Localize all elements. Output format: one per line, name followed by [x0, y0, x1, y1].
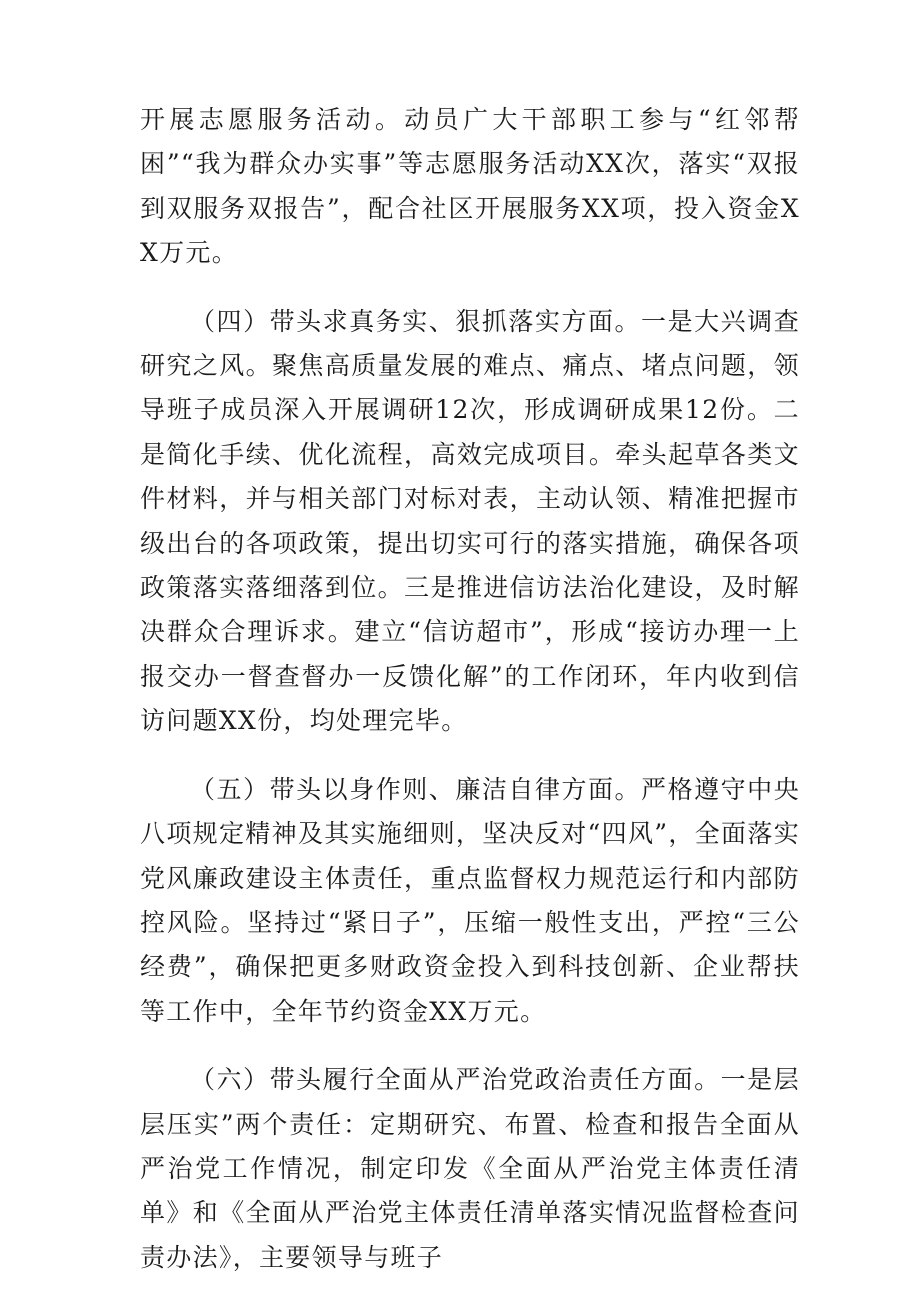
paragraph-volunteer-service: 开展志愿服务活动。动员广大干部职工参与“红邻帮困”“我为群众办实事”等志愿服务活动XX次，落实“双报到双服务双报告”，配合社区开展服务XX项，投入资金XX万元。: [140, 105, 800, 268]
paragraph-section-six: （六）带头履行全面从严治党政治责任方面。一是层层压实”两个责任：定期研究、布置、检查和报告全面从严治党工作情况，制定印发《全面从严治党主体责任清单》和《全面从严治党主体责任清单落实情况监督检查问责办法》，主要领导与班子: [140, 1065, 800, 1272]
document-page: [140, 98, 800, 1304]
paragraph-section-five: （五）带头以身作则、廉洁自律方面。严格遵守中央八项规定精神及其实施细则，坚决反对“四风”，全面落实党风廉政建设主体责任，重点监督权力规范运行和内部防控风险。坚持过“紧日子”，压缩一般性支出，严控“三公经费”，确保把更多财政资金投入到科技创新、企业帮扶等工作中，全年节约资金XX万元。: [140, 774, 800, 1026]
paragraph-section-four: （四）带头求真务实、狠抓落实方面。一是大兴调查研究之风。聚焦高质量发展的难点、痛点、堵点问题，领导班子成员深入开展调研12次，形成调研成果12份。二是简化手续、优化流程，高效完成项目。牵头起草各类文件材料，并与相关部门对标对表，主动认领、精准把握市级出台的各项政策，提出切实可行的落实措施，确保各项政策落实落细落到位。三是推进信访法治化建设，及时解决群众合理诉求。建立“信访超市”，形成“接访办理一上报交办一督查督办一反馈化解”的工作闭环，年内收到信访问题XX份，均处理完毕。: [140, 306, 800, 736]
